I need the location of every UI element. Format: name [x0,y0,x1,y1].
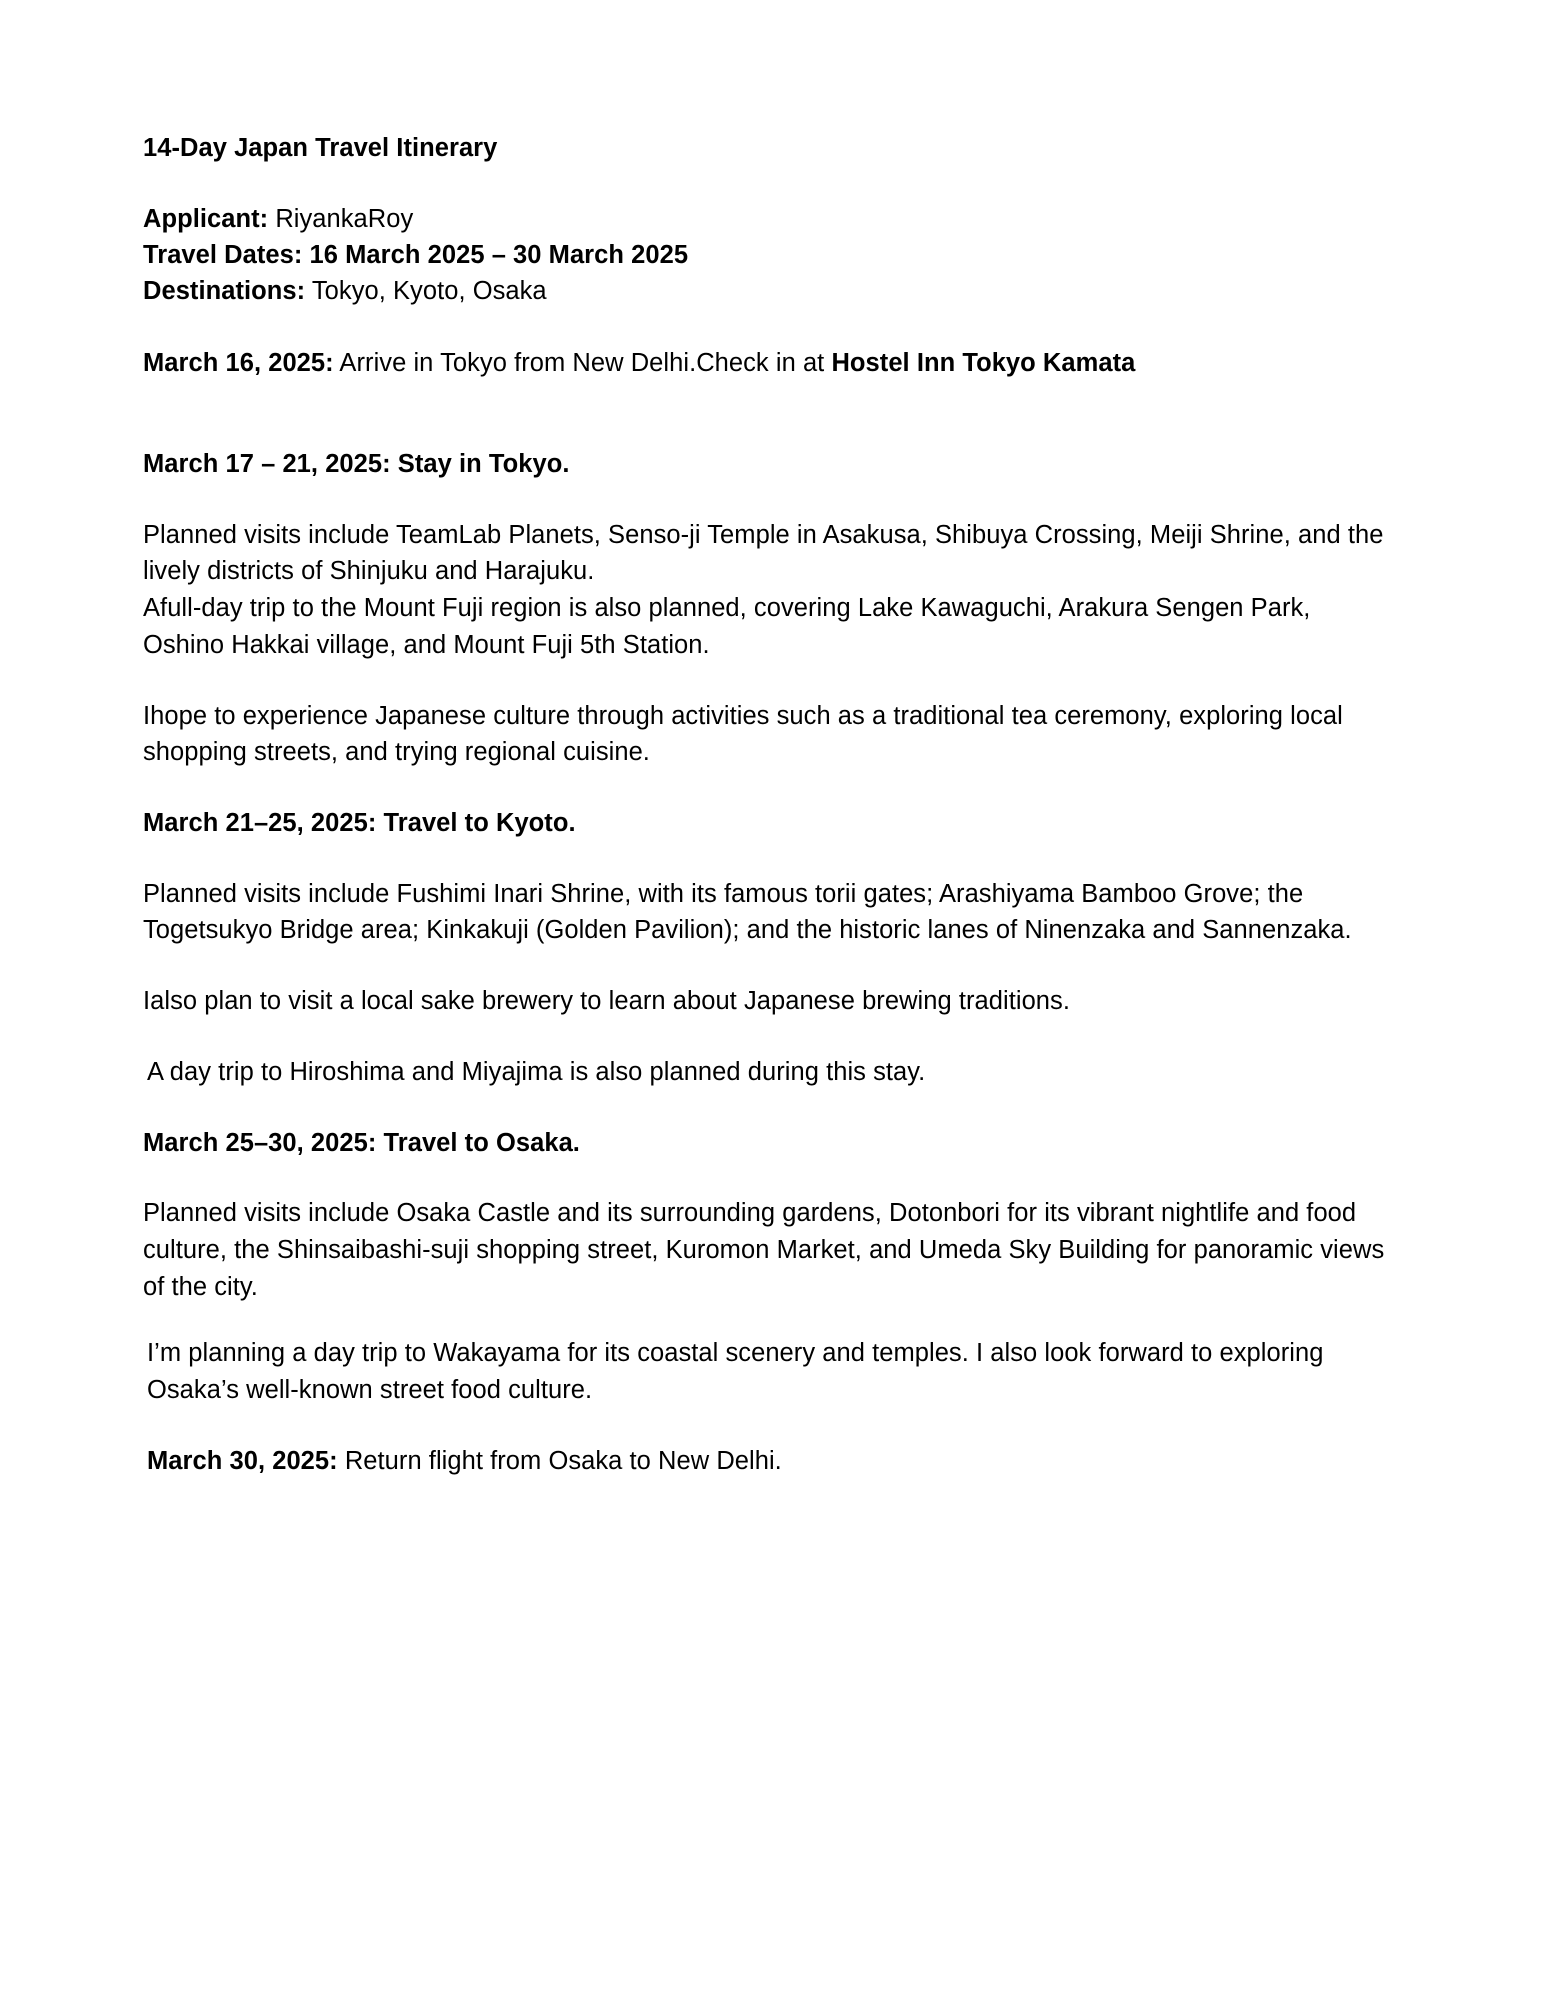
applicant-value: RiyankaRoy [275,204,414,233]
destinations-label: Destinations: [143,277,306,306]
applicant-line [143,201,1385,237]
tokyo-section-heading: March 17 – 21, 2025: Stay in Tokyo. [143,449,570,478]
applicant-label: Applicant: [143,204,269,233]
departure-text: Return flight from Osaka to New Delhi. [337,1446,782,1475]
osaka-paragraph-1: Planned visits include Osaka Castle and its surrounding gardens, Dotonbori for its vibrant nightlife and food culture, the Shinsaibashi-suji shopping street, Kuromon Market, and Umeda Sky Building for panoramic views of the city. [143,1199,1385,1301]
page-title: 14-Day Japan Travel Itinerary [143,134,498,162]
tokyo-paragraph-1-line-2: Afull-day trip to the Mount Fuji region is also planned, covering Lake Kawaguchi, Arakura Sengen Park, Oshino Hakkai village, and Mount Fuji 5th Station. [143,594,1311,659]
tokyo-paragraph-1-line-1: Planned visits include TeamLab Planets, Senso-ji Temple in Asakusa, Shibuya Crossing, Meiji Shrine, and the lively districts of Shinjuku and Harajuku. [143,520,1384,586]
kyoto-paragraph-1: Planned visits include Fushimi Inari Shrine, with its famous torii gates; Arashiyama Bamboo Grove; the Togetsukyo Bridge area; Kinkakuji (Golden Pavilion); and the historic lanes of Ninenzaka and Sannenzaka. [143,879,1352,945]
document-body [143,132,1385,1480]
kyoto-paragraph-2: Ialso plan to visit a local sake brewery to learn about Japanese brewing traditions. [143,987,1070,1016]
destinations-value: Tokyo, Kyoto, Osaka [311,277,547,306]
arrival-hotel-name: Hostel Inn Tokyo Kamata [831,349,1136,378]
kyoto-section-heading: March 21–25, 2025: Travel to Kyoto. [143,809,576,838]
arrival-date-label: March 16, 2025: [143,349,334,378]
tokyo-paragraph-2: Ihope to experience Japanese culture through activities such as a traditional tea ceremony, exploring local shopping streets, and trying regional cuisine. [143,701,1343,767]
arrival-text: Arrive in Tokyo from New Delhi.Check in at [333,349,832,378]
travel-dates-line: Travel Dates: 16 March 2025 – 30 March 2025 [143,240,689,269]
departure-date-label: March 30, 2025: [147,1446,338,1475]
destinations-line [143,273,1385,309]
kyoto-paragraph-3: A day trip to Hiroshima and Miyajima is also planned during this stay. [147,1057,926,1086]
departure-paragraph [143,1443,1385,1480]
osaka-paragraph-2: I’m planning a day trip to Wakayama for its coastal scenery and temples. I also look forward to exploring Osaka’s well-known street food culture. [147,1339,1324,1405]
arrival-paragraph [143,345,1385,382]
applicant-meta-block [143,201,1385,310]
tokyo-paragraph-1 [143,517,1385,664]
osaka-section-heading: March 25–30, 2025: Travel to Osaka. [143,1128,580,1157]
